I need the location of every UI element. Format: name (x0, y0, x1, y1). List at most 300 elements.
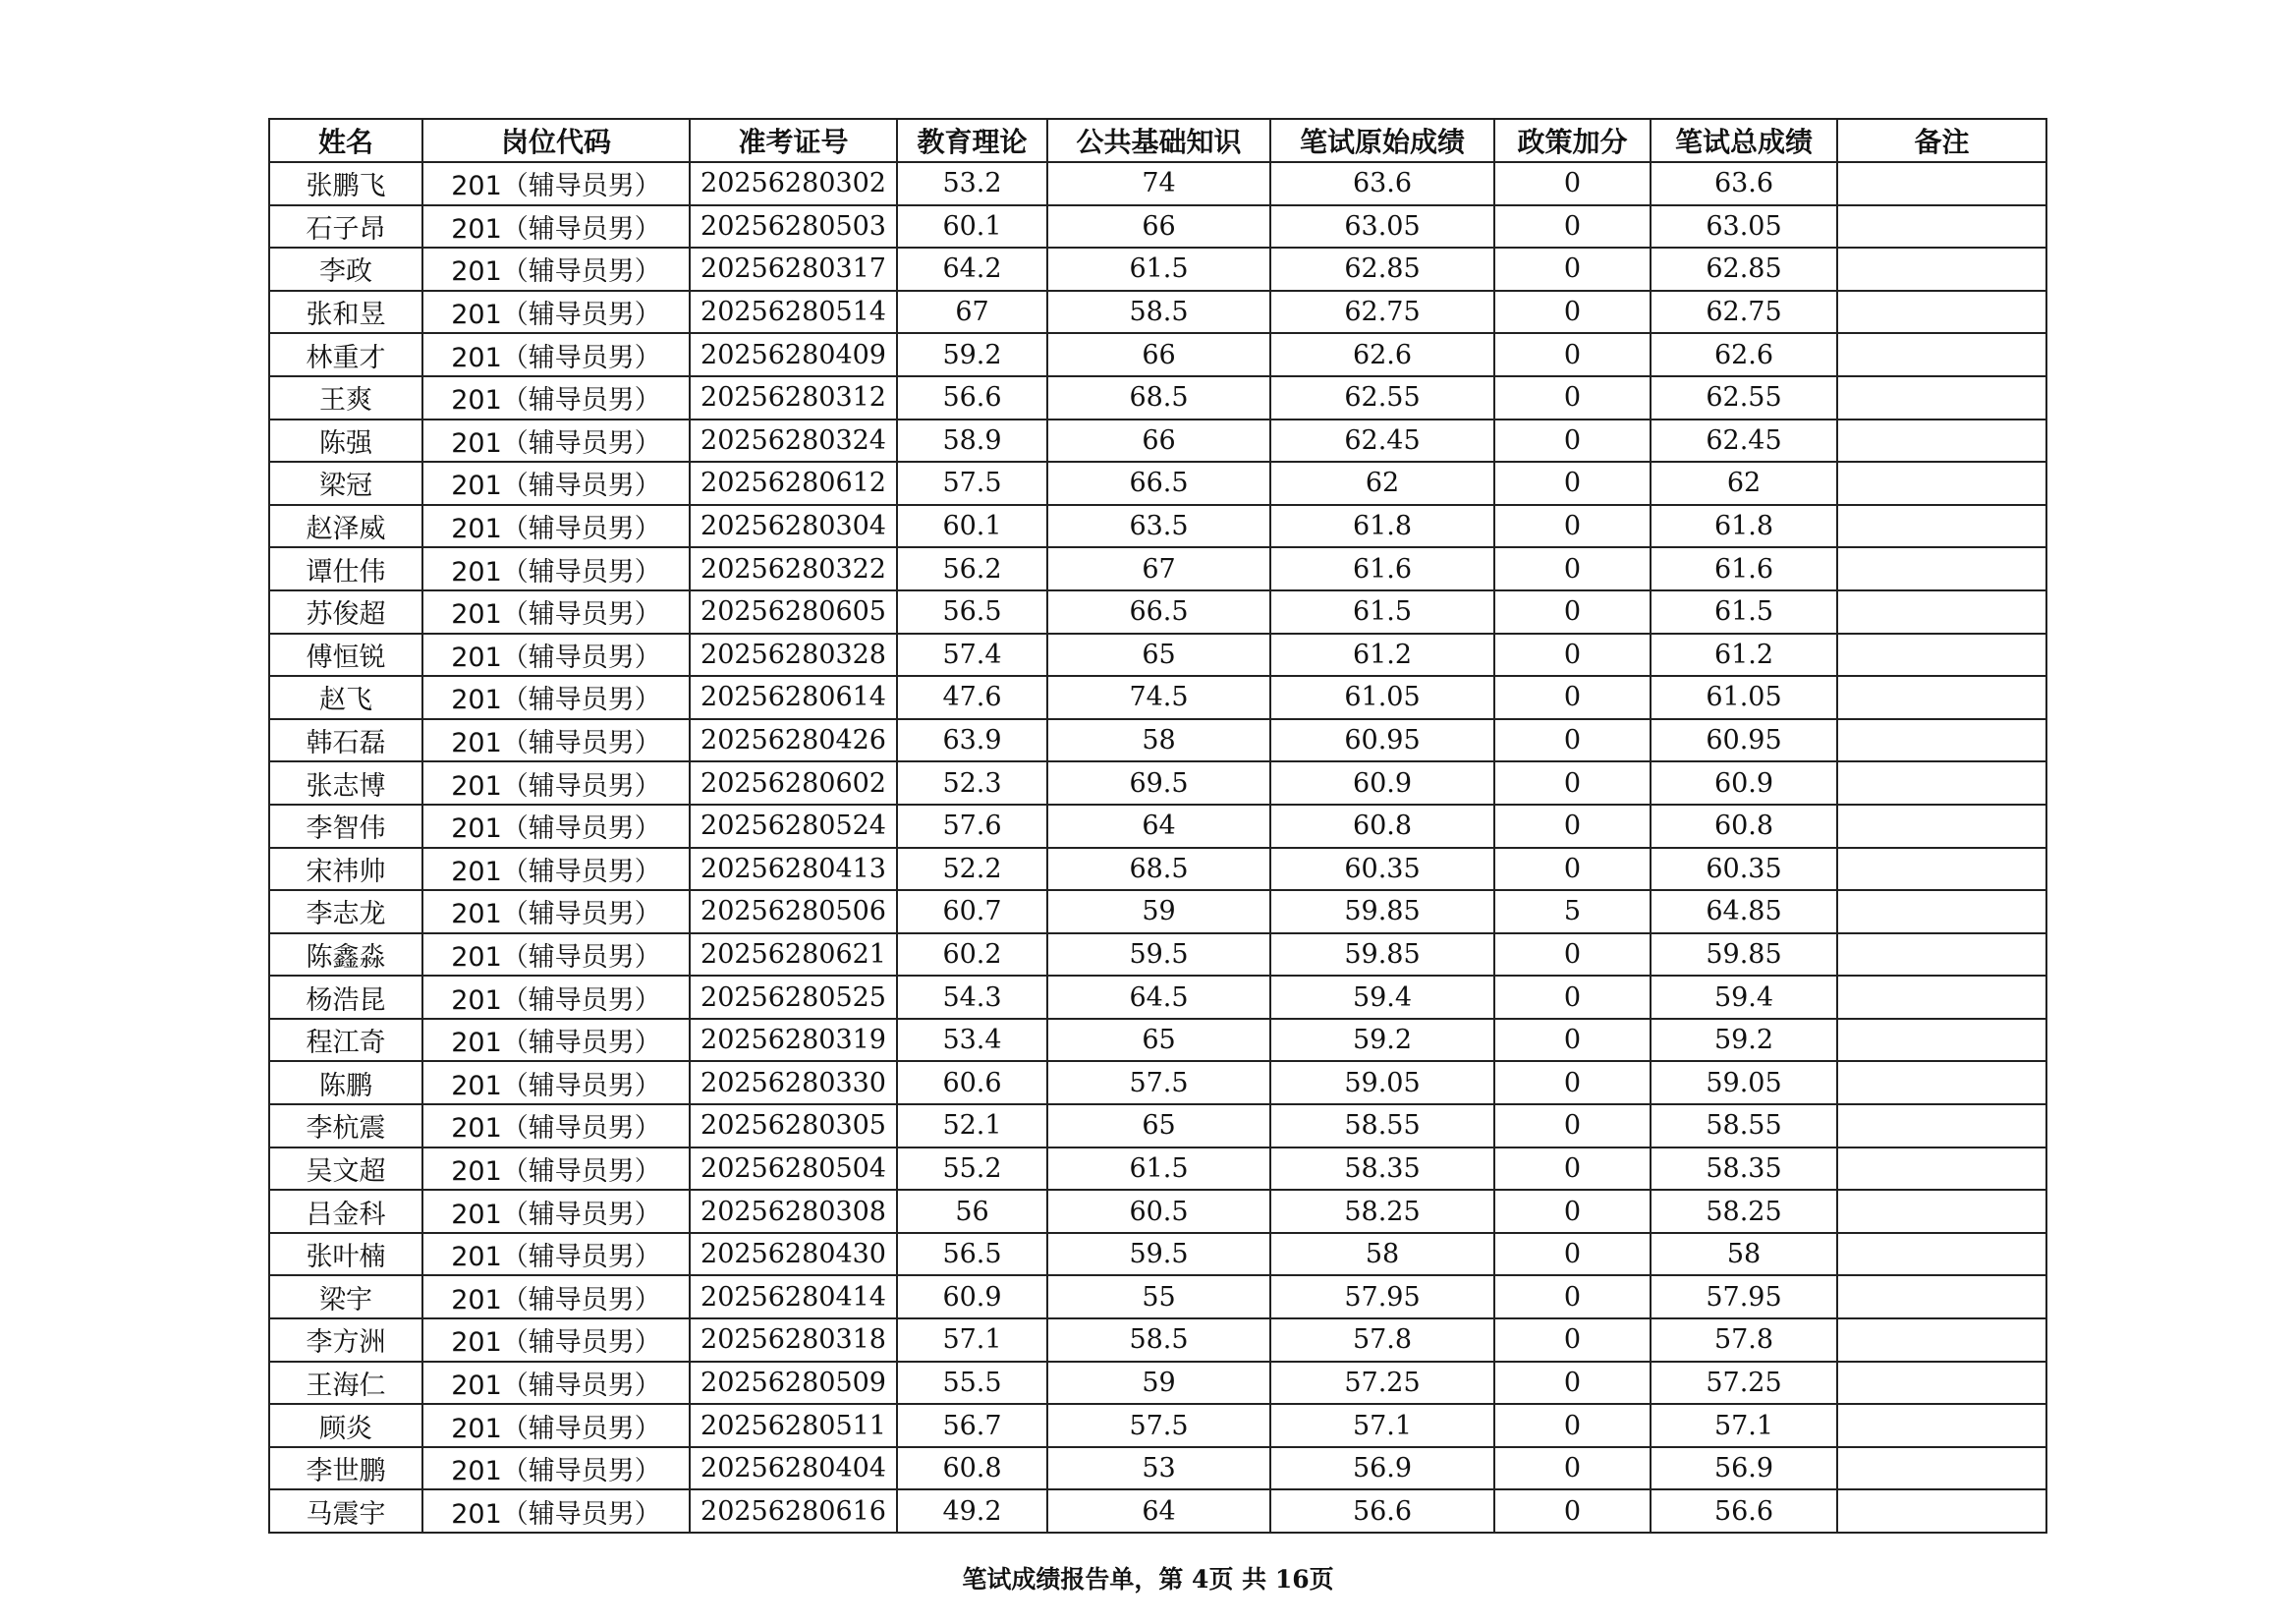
cell-raw-score: 60.9 (1270, 761, 1494, 805)
cell-exam-id: 20256280414 (690, 1275, 897, 1318)
table-row (269, 505, 2046, 548)
cell-raw-score: 63.6 (1270, 162, 1494, 205)
cell-name: 李杭震 (269, 1104, 422, 1147)
table-row (269, 1019, 2046, 1062)
cell-public-basics: 67 (1047, 547, 1270, 590)
cell-policy-bonus: 0 (1494, 248, 1651, 291)
cell-education-theory: 56.5 (897, 590, 1047, 634)
cell-raw-score: 60.35 (1270, 848, 1494, 891)
cell-public-basics: 66.5 (1047, 462, 1270, 505)
cell-public-basics: 74.5 (1047, 676, 1270, 719)
cell-public-basics: 64 (1047, 1489, 1270, 1533)
score-table (268, 118, 2047, 1534)
cell-public-basics: 59.5 (1047, 1233, 1270, 1276)
cell-post-code: 201（辅导员男） (422, 1104, 690, 1147)
cell-education-theory: 52.3 (897, 761, 1047, 805)
cell-exam-id: 20256280612 (690, 462, 897, 505)
cell-name: 王海仁 (269, 1362, 422, 1405)
cell-raw-score: 57.95 (1270, 1275, 1494, 1318)
cell-exam-id: 20256280605 (690, 590, 897, 634)
cell-raw-score: 60.95 (1270, 719, 1494, 762)
cell-public-basics: 65 (1047, 1019, 1270, 1062)
cell-policy-bonus: 0 (1494, 1019, 1651, 1062)
cell-education-theory: 64.2 (897, 248, 1047, 291)
cell-raw-score: 57.1 (1270, 1404, 1494, 1447)
cell-exam-id: 20256280322 (690, 547, 897, 590)
cell-post-code: 201（辅导员男） (422, 333, 690, 376)
cell-public-basics: 61.5 (1047, 248, 1270, 291)
cell-raw-score: 58.35 (1270, 1147, 1494, 1191)
cell-education-theory: 52.2 (897, 848, 1047, 891)
cell-post-code: 201（辅导员男） (422, 976, 690, 1019)
cell-remarks (1837, 1275, 2046, 1318)
cell-policy-bonus: 0 (1494, 376, 1651, 420)
cell-raw-score: 60.8 (1270, 805, 1494, 848)
cell-total-score: 59.4 (1651, 976, 1837, 1019)
cell-remarks (1837, 547, 2046, 590)
cell-total-score: 58.35 (1651, 1147, 1837, 1191)
cell-raw-score: 59.85 (1270, 890, 1494, 933)
cell-name: 李智伟 (269, 805, 422, 848)
cell-total-score: 58 (1651, 1233, 1837, 1276)
cell-post-code: 201（辅导员男） (422, 1447, 690, 1490)
table-row (269, 1447, 2046, 1490)
cell-public-basics: 61.5 (1047, 1147, 1270, 1191)
cell-education-theory: 49.2 (897, 1489, 1047, 1533)
cell-education-theory: 57.5 (897, 462, 1047, 505)
cell-remarks (1837, 848, 2046, 891)
header-policy-bonus: 政策加分 (1494, 119, 1651, 162)
table-row (269, 1489, 2046, 1533)
cell-name: 傅恒锐 (269, 634, 422, 677)
header-name: 姓名 (269, 119, 422, 162)
cell-post-code: 201（辅导员男） (422, 676, 690, 719)
cell-public-basics: 58.5 (1047, 291, 1270, 334)
cell-total-score: 63.6 (1651, 162, 1837, 205)
cell-exam-id: 20256280312 (690, 376, 897, 420)
cell-raw-score: 62.85 (1270, 248, 1494, 291)
cell-remarks (1837, 462, 2046, 505)
cell-exam-id: 20256280304 (690, 505, 897, 548)
cell-policy-bonus: 5 (1494, 890, 1651, 933)
cell-name: 张志博 (269, 761, 422, 805)
cell-public-basics: 60.5 (1047, 1190, 1270, 1233)
cell-total-score: 61.2 (1651, 634, 1837, 677)
header-remarks: 备注 (1837, 119, 2046, 162)
cell-remarks (1837, 505, 2046, 548)
cell-education-theory: 57.1 (897, 1318, 1047, 1362)
cell-total-score: 57.1 (1651, 1404, 1837, 1447)
cell-remarks (1837, 719, 2046, 762)
cell-remarks (1837, 162, 2046, 205)
cell-total-score: 60.8 (1651, 805, 1837, 848)
cell-name: 宋祎帅 (269, 848, 422, 891)
cell-policy-bonus: 0 (1494, 420, 1651, 463)
cell-public-basics: 68.5 (1047, 376, 1270, 420)
cell-post-code: 201（辅导员男） (422, 462, 690, 505)
cell-total-score: 58.55 (1651, 1104, 1837, 1147)
cell-education-theory: 58.9 (897, 420, 1047, 463)
table-row (269, 805, 2046, 848)
table-row (269, 420, 2046, 463)
cell-education-theory: 60.8 (897, 1447, 1047, 1490)
cell-post-code: 201（辅导员男） (422, 1362, 690, 1405)
cell-policy-bonus: 0 (1494, 719, 1651, 762)
table-row (269, 547, 2046, 590)
cell-remarks (1837, 1489, 2046, 1533)
cell-raw-score: 58.55 (1270, 1104, 1494, 1147)
cell-education-theory: 57.4 (897, 634, 1047, 677)
cell-raw-score: 57.8 (1270, 1318, 1494, 1362)
cell-remarks (1837, 805, 2046, 848)
cell-post-code: 201（辅导员男） (422, 590, 690, 634)
cell-exam-id: 20256280621 (690, 933, 897, 977)
cell-total-score: 61.5 (1651, 590, 1837, 634)
cell-total-score: 62 (1651, 462, 1837, 505)
cell-name: 王爽 (269, 376, 422, 420)
cell-post-code: 201（辅导员男） (422, 376, 690, 420)
cell-raw-score: 61.5 (1270, 590, 1494, 634)
cell-raw-score: 61.2 (1270, 634, 1494, 677)
cell-raw-score: 61.6 (1270, 547, 1494, 590)
cell-name: 林重才 (269, 333, 422, 376)
table-row (269, 590, 2046, 634)
cell-education-theory: 67 (897, 291, 1047, 334)
cell-name: 韩石磊 (269, 719, 422, 762)
cell-post-code: 201（辅导员男） (422, 547, 690, 590)
table-row (269, 848, 2046, 891)
cell-raw-score: 58 (1270, 1233, 1494, 1276)
cell-name: 赵泽威 (269, 505, 422, 548)
cell-exam-id: 20256280511 (690, 1404, 897, 1447)
cell-remarks (1837, 333, 2046, 376)
cell-raw-score: 61.8 (1270, 505, 1494, 548)
cell-name: 顾炎 (269, 1404, 422, 1447)
cell-name: 石子昂 (269, 205, 422, 249)
cell-exam-id: 20256280506 (690, 890, 897, 933)
cell-policy-bonus: 0 (1494, 1447, 1651, 1490)
table-row (269, 890, 2046, 933)
cell-post-code: 201（辅导员男） (422, 1275, 690, 1318)
cell-name: 李方洲 (269, 1318, 422, 1362)
cell-total-score: 62.45 (1651, 420, 1837, 463)
cell-raw-score: 63.05 (1270, 205, 1494, 249)
cell-total-score: 60.9 (1651, 761, 1837, 805)
header-education-theory: 教育理论 (897, 119, 1047, 162)
cell-raw-score: 62.75 (1270, 291, 1494, 334)
cell-education-theory: 63.9 (897, 719, 1047, 762)
cell-post-code: 201（辅导员男） (422, 1233, 690, 1276)
cell-education-theory: 60.6 (897, 1061, 1047, 1104)
cell-total-score: 60.35 (1651, 848, 1837, 891)
cell-remarks (1837, 933, 2046, 977)
cell-name: 杨浩昆 (269, 976, 422, 1019)
cell-name: 梁宇 (269, 1275, 422, 1318)
cell-remarks (1837, 761, 2046, 805)
cell-public-basics: 65 (1047, 1104, 1270, 1147)
header-post-code: 岗位代码 (422, 119, 690, 162)
table-row (269, 162, 2046, 205)
cell-remarks (1837, 1019, 2046, 1062)
header-public-basics: 公共基础知识 (1047, 119, 1270, 162)
cell-exam-id: 20256280426 (690, 719, 897, 762)
cell-post-code: 201（辅导员男） (422, 420, 690, 463)
cell-name: 陈鑫淼 (269, 933, 422, 977)
cell-policy-bonus: 0 (1494, 933, 1651, 977)
cell-policy-bonus: 0 (1494, 1489, 1651, 1533)
table-row (269, 291, 2046, 334)
cell-exam-id: 20256280330 (690, 1061, 897, 1104)
cell-raw-score: 56.6 (1270, 1489, 1494, 1533)
cell-education-theory: 60.2 (897, 933, 1047, 977)
cell-remarks (1837, 590, 2046, 634)
cell-post-code: 201（辅导员男） (422, 505, 690, 548)
cell-post-code: 201（辅导员男） (422, 848, 690, 891)
cell-exam-id: 20256280504 (690, 1147, 897, 1191)
cell-name: 李世鹏 (269, 1447, 422, 1490)
cell-exam-id: 20256280514 (690, 291, 897, 334)
page-footer: 笔试成绩报告单，第 4页 共 16页 (962, 1565, 1334, 1594)
cell-remarks (1837, 1233, 2046, 1276)
cell-post-code: 201（辅导员男） (422, 1019, 690, 1062)
table-row (269, 761, 2046, 805)
cell-public-basics: 68.5 (1047, 848, 1270, 891)
cell-post-code: 201（辅导员男） (422, 205, 690, 249)
cell-post-code: 201（辅导员男） (422, 634, 690, 677)
cell-exam-id: 20256280302 (690, 162, 897, 205)
cell-name: 吴文超 (269, 1147, 422, 1191)
cell-exam-id: 20256280602 (690, 761, 897, 805)
cell-total-score: 59.05 (1651, 1061, 1837, 1104)
cell-raw-score: 62.6 (1270, 333, 1494, 376)
cell-education-theory: 60.1 (897, 505, 1047, 548)
cell-name: 马震宇 (269, 1489, 422, 1533)
cell-remarks (1837, 634, 2046, 677)
cell-name: 李政 (269, 248, 422, 291)
cell-exam-id: 20256280404 (690, 1447, 897, 1490)
cell-exam-id: 20256280524 (690, 805, 897, 848)
cell-remarks (1837, 890, 2046, 933)
cell-exam-id: 20256280503 (690, 205, 897, 249)
cell-public-basics: 74 (1047, 162, 1270, 205)
cell-total-score: 60.95 (1651, 719, 1837, 762)
cell-education-theory: 59.2 (897, 333, 1047, 376)
cell-total-score: 57.25 (1651, 1362, 1837, 1405)
cell-remarks (1837, 1318, 2046, 1362)
cell-total-score: 56.9 (1651, 1447, 1837, 1490)
cell-education-theory: 56.2 (897, 547, 1047, 590)
cell-total-score: 63.05 (1651, 205, 1837, 249)
cell-education-theory: 55.2 (897, 1147, 1047, 1191)
cell-exam-id: 20256280409 (690, 333, 897, 376)
cell-name: 程江奇 (269, 1019, 422, 1062)
cell-exam-id: 20256280509 (690, 1362, 897, 1405)
cell-name: 张叶楠 (269, 1233, 422, 1276)
cell-total-score: 57.95 (1651, 1275, 1837, 1318)
cell-post-code: 201（辅导员男） (422, 1190, 690, 1233)
header-raw-score: 笔试原始成绩 (1270, 119, 1494, 162)
cell-policy-bonus: 0 (1494, 1147, 1651, 1191)
table-row (269, 1104, 2046, 1147)
cell-exam-id: 20256280308 (690, 1190, 897, 1233)
cell-remarks (1837, 1061, 2046, 1104)
cell-policy-bonus: 0 (1494, 676, 1651, 719)
cell-public-basics: 66.5 (1047, 590, 1270, 634)
cell-total-score: 59.85 (1651, 933, 1837, 977)
cell-post-code: 201（辅导员男） (422, 1404, 690, 1447)
table-row (269, 676, 2046, 719)
cell-name: 张鹏飞 (269, 162, 422, 205)
cell-exam-id: 20256280413 (690, 848, 897, 891)
cell-raw-score: 59.05 (1270, 1061, 1494, 1104)
cell-public-basics: 59 (1047, 890, 1270, 933)
cell-total-score: 61.8 (1651, 505, 1837, 548)
cell-exam-id: 20256280430 (690, 1233, 897, 1276)
cell-raw-score: 59.4 (1270, 976, 1494, 1019)
cell-policy-bonus: 0 (1494, 205, 1651, 249)
cell-total-score: 62.75 (1651, 291, 1837, 334)
cell-raw-score: 56.9 (1270, 1447, 1494, 1490)
cell-policy-bonus: 0 (1494, 333, 1651, 376)
cell-policy-bonus: 0 (1494, 462, 1651, 505)
cell-remarks (1837, 1147, 2046, 1191)
cell-exam-id: 20256280317 (690, 248, 897, 291)
cell-remarks (1837, 420, 2046, 463)
cell-name: 陈鹏 (269, 1061, 422, 1104)
cell-name: 苏俊超 (269, 590, 422, 634)
cell-total-score: 56.6 (1651, 1489, 1837, 1533)
table-row (269, 1275, 2046, 1318)
cell-total-score: 64.85 (1651, 890, 1837, 933)
cell-raw-score: 62.55 (1270, 376, 1494, 420)
cell-exam-id: 20256280525 (690, 976, 897, 1019)
cell-remarks (1837, 676, 2046, 719)
cell-education-theory: 56.6 (897, 376, 1047, 420)
cell-name: 赵飞 (269, 676, 422, 719)
cell-public-basics: 69.5 (1047, 761, 1270, 805)
cell-policy-bonus: 0 (1494, 162, 1651, 205)
cell-education-theory: 56.7 (897, 1404, 1047, 1447)
cell-total-score: 62.85 (1651, 248, 1837, 291)
cell-education-theory: 60.1 (897, 205, 1047, 249)
table-row (269, 976, 2046, 1019)
cell-policy-bonus: 0 (1494, 848, 1651, 891)
cell-education-theory: 52.1 (897, 1104, 1047, 1147)
cell-remarks (1837, 376, 2046, 420)
cell-post-code: 201（辅导员男） (422, 1318, 690, 1362)
cell-raw-score: 62.45 (1270, 420, 1494, 463)
cell-policy-bonus: 0 (1494, 1318, 1651, 1362)
cell-name: 陈强 (269, 420, 422, 463)
table-row (269, 205, 2046, 249)
cell-policy-bonus: 0 (1494, 1233, 1651, 1276)
cell-raw-score: 58.25 (1270, 1190, 1494, 1233)
cell-remarks (1837, 1447, 2046, 1490)
table-row (269, 1190, 2046, 1233)
cell-post-code: 201（辅导员男） (422, 890, 690, 933)
table-row (269, 333, 2046, 376)
cell-education-theory: 47.6 (897, 676, 1047, 719)
cell-name: 吕金科 (269, 1190, 422, 1233)
table-row (269, 1362, 2046, 1405)
cell-name: 李志龙 (269, 890, 422, 933)
table-row (269, 376, 2046, 420)
cell-post-code: 201（辅导员男） (422, 719, 690, 762)
cell-policy-bonus: 0 (1494, 1362, 1651, 1405)
cell-raw-score: 61.05 (1270, 676, 1494, 719)
cell-raw-score: 57.25 (1270, 1362, 1494, 1405)
cell-education-theory: 54.3 (897, 976, 1047, 1019)
cell-post-code: 201（辅导员男） (422, 1489, 690, 1533)
cell-public-basics: 58 (1047, 719, 1270, 762)
cell-policy-bonus: 0 (1494, 1190, 1651, 1233)
table-row (269, 719, 2046, 762)
cell-public-basics: 58.5 (1047, 1318, 1270, 1362)
cell-post-code: 201（辅导员男） (422, 291, 690, 334)
cell-education-theory: 55.5 (897, 1362, 1047, 1405)
header-exam-id: 准考证号 (690, 119, 897, 162)
cell-public-basics: 53 (1047, 1447, 1270, 1490)
cell-public-basics: 66 (1047, 420, 1270, 463)
header-row (269, 119, 2046, 162)
cell-public-basics: 64 (1047, 805, 1270, 848)
cell-policy-bonus: 0 (1494, 1404, 1651, 1447)
cell-public-basics: 55 (1047, 1275, 1270, 1318)
cell-education-theory: 60.9 (897, 1275, 1047, 1318)
cell-total-score: 61.05 (1651, 676, 1837, 719)
cell-public-basics: 64.5 (1047, 976, 1270, 1019)
cell-remarks (1837, 1404, 2046, 1447)
cell-public-basics: 59 (1047, 1362, 1270, 1405)
cell-public-basics: 65 (1047, 634, 1270, 677)
cell-total-score: 62.6 (1651, 333, 1837, 376)
cell-remarks (1837, 205, 2046, 249)
cell-exam-id: 20256280318 (690, 1318, 897, 1362)
cell-post-code: 201（辅导员男） (422, 805, 690, 848)
cell-exam-id: 20256280305 (690, 1104, 897, 1147)
cell-remarks (1837, 248, 2046, 291)
cell-policy-bonus: 0 (1494, 805, 1651, 848)
cell-total-score: 58.25 (1651, 1190, 1837, 1233)
cell-public-basics: 66 (1047, 205, 1270, 249)
cell-policy-bonus: 0 (1494, 1275, 1651, 1318)
cell-exam-id: 20256280328 (690, 634, 897, 677)
cell-total-score: 57.8 (1651, 1318, 1837, 1362)
table-row (269, 933, 2046, 977)
cell-remarks (1837, 976, 2046, 1019)
cell-education-theory: 57.6 (897, 805, 1047, 848)
cell-name: 张和昱 (269, 291, 422, 334)
cell-name: 梁冠 (269, 462, 422, 505)
cell-post-code: 201（辅导员男） (422, 1061, 690, 1104)
cell-policy-bonus: 0 (1494, 1104, 1651, 1147)
table-row (269, 248, 2046, 291)
cell-remarks (1837, 1362, 2046, 1405)
table-row (269, 1404, 2046, 1447)
cell-policy-bonus: 0 (1494, 976, 1651, 1019)
cell-policy-bonus: 0 (1494, 761, 1651, 805)
cell-total-score: 61.6 (1651, 547, 1837, 590)
cell-exam-id: 20256280616 (690, 1489, 897, 1533)
cell-policy-bonus: 0 (1494, 634, 1651, 677)
cell-total-score: 62.55 (1651, 376, 1837, 420)
cell-public-basics: 57.5 (1047, 1061, 1270, 1104)
table-row (269, 1147, 2046, 1191)
cell-total-score: 59.2 (1651, 1019, 1837, 1062)
cell-remarks (1837, 291, 2046, 334)
cell-post-code: 201（辅导员男） (422, 933, 690, 977)
cell-raw-score: 62 (1270, 462, 1494, 505)
